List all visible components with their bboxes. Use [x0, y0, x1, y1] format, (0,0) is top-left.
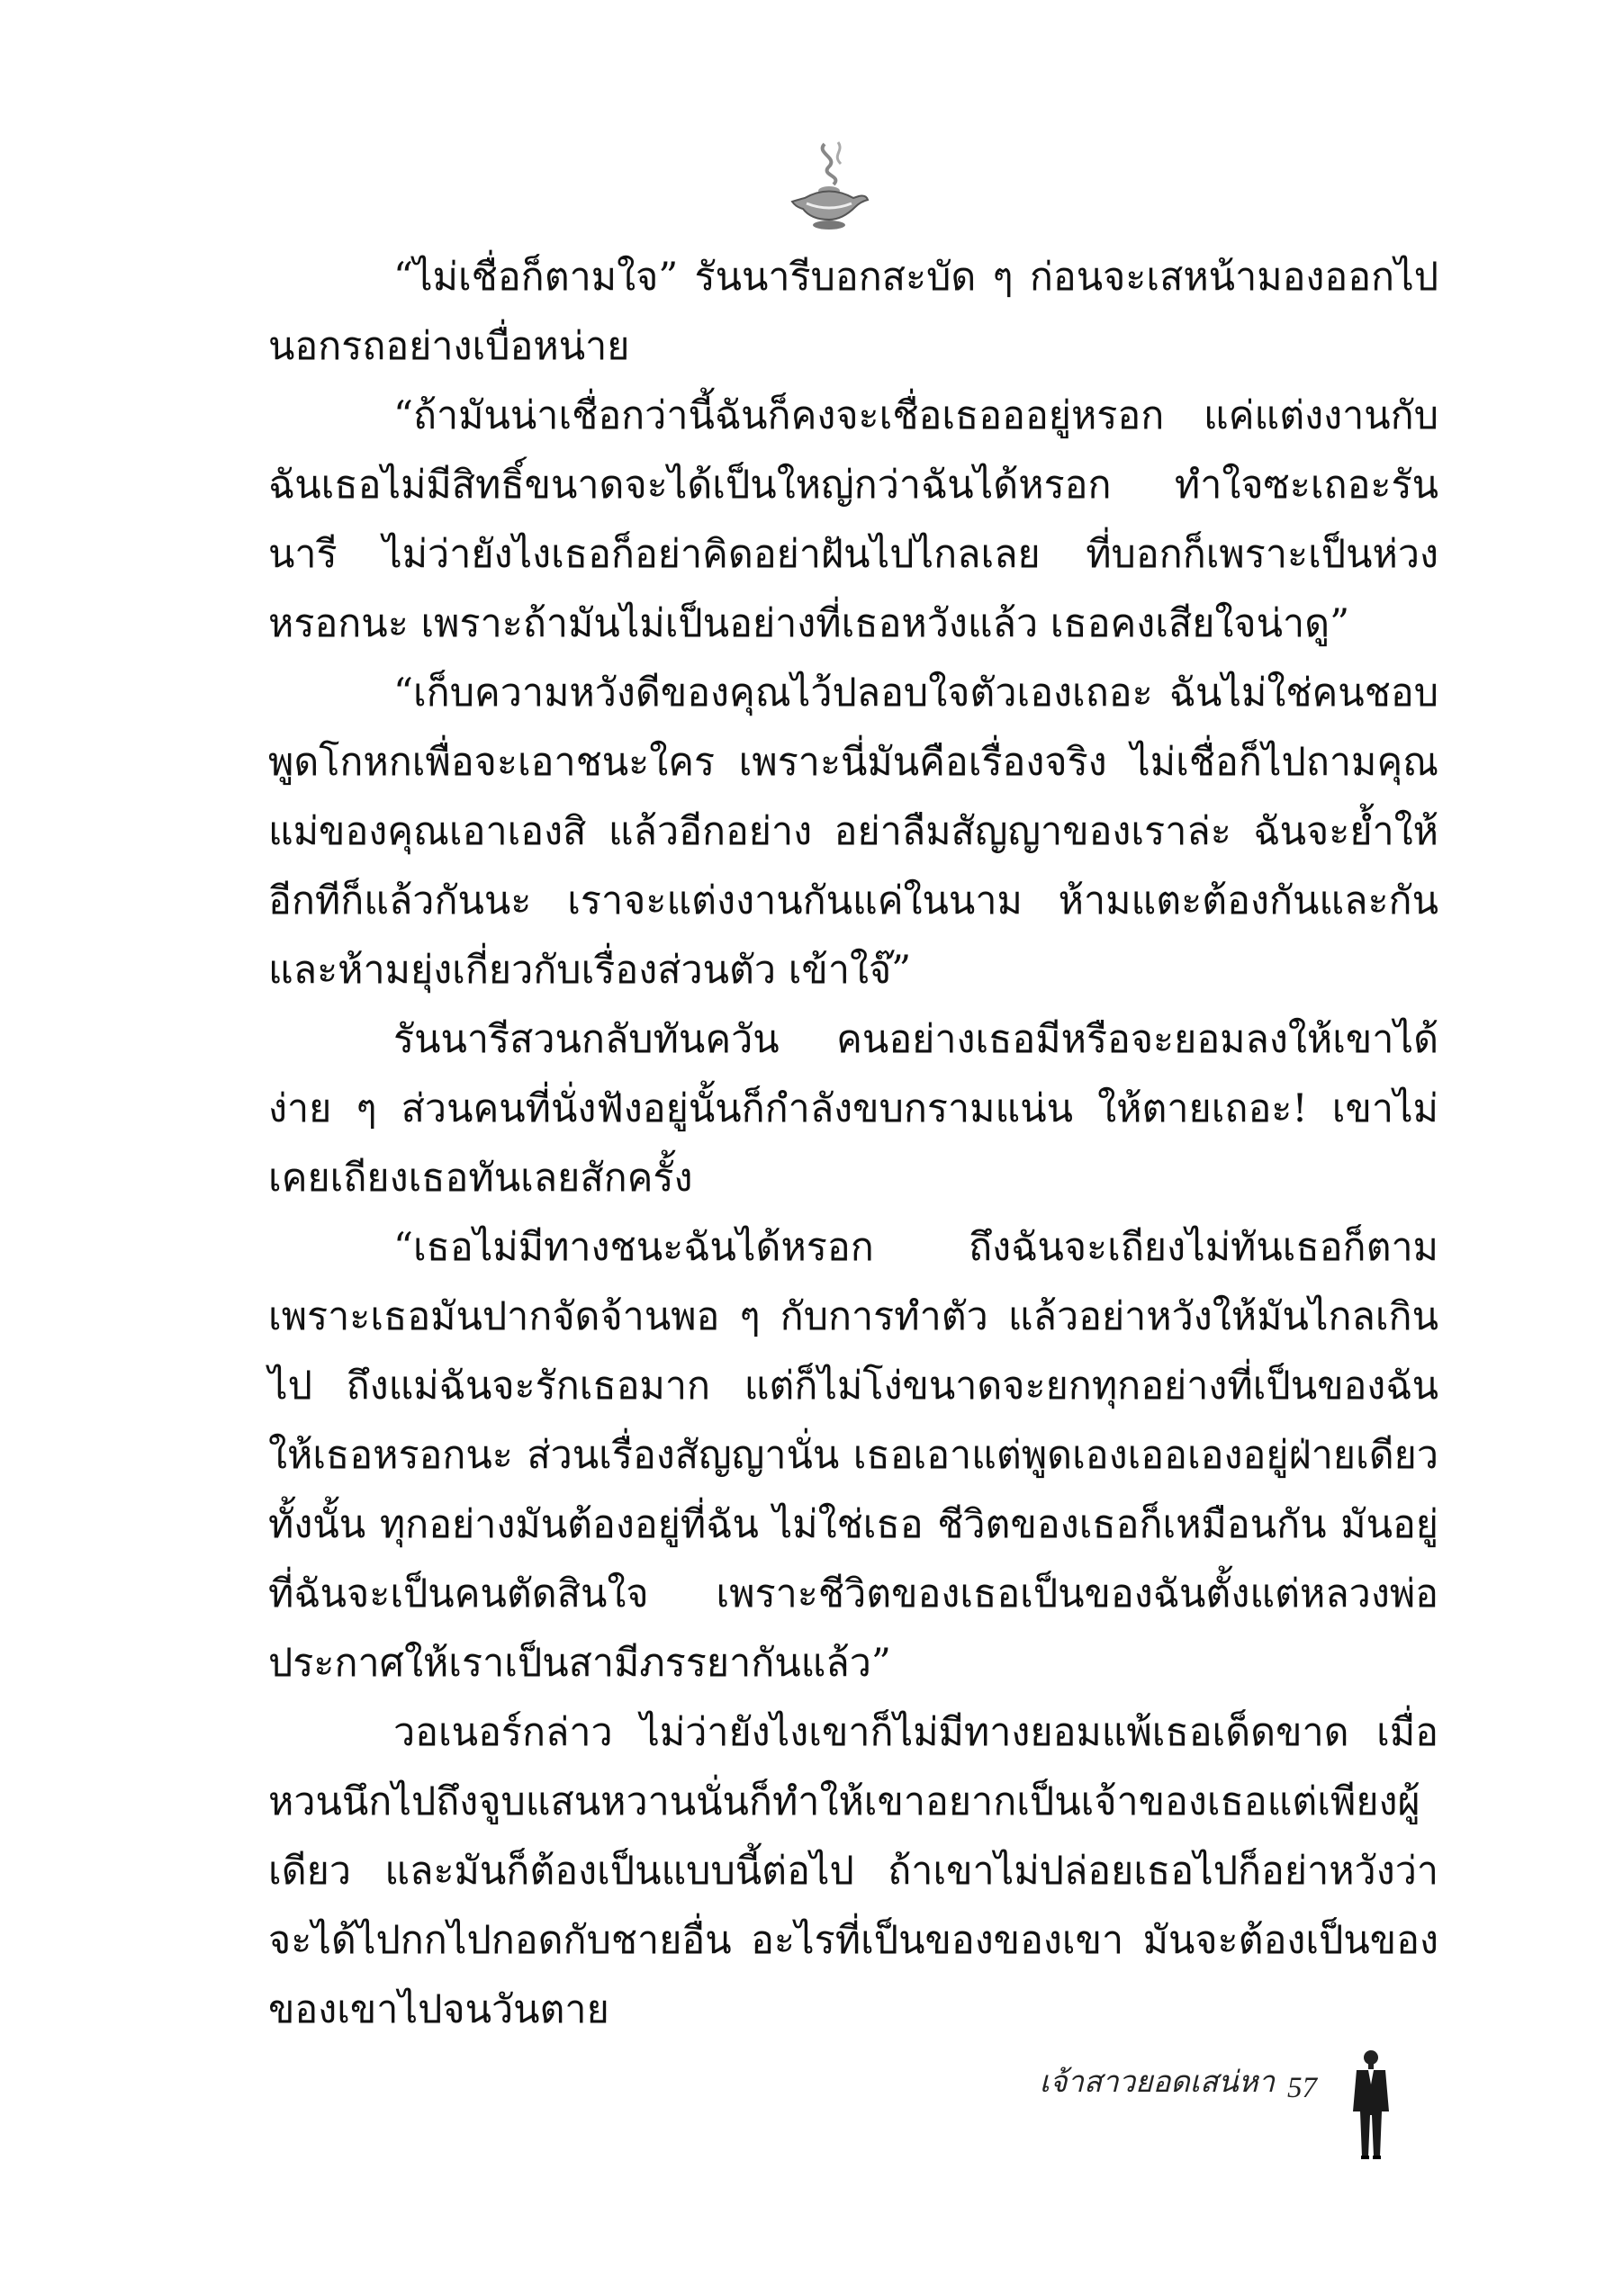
paragraph: “เธอไม่มีทางชนะฉันได้หรอก ถึงฉันจะเถียงไม่ทันเธอก็ตาม เพราะเธอมันปากจัดจ้านพอ ๆ กับการทำตัว แล้วอย่าหวังให้มันไกลเกินไป ถึงแม่ฉันจะรักเธอมาก แต่ก็ไม่โง่ขนาดจะยกทุกอย่างที่เป็นของฉันให้เธอหรอกนะ ส่วนเรื่องสัญญานั่น เธอเอาแต่พูดเองเออเองอยู่ฝ่ายเดียวทั้งนั้น ทุกอย่างมันต้องอยู่ที่ฉัน ไม่ใช่เธอ ชีวิตของเธอก็เหมือนกัน มันอยู่ที่ฉันจะเป็นคนตัดสินใจ เพราะชีวิตของเธอเป็นของฉันตั้งแต่หลวงพ่อประกาศให้เราเป็นสามีภรรยากันแล้ว” — [268, 1225, 1438, 1686]
paragraph: “ถ้ามันน่าเชื่อกว่านี้ฉันก็คงจะเชื่อเธอออยู่หรอก แค่แต่งงานกับฉันเธอไม่มีสิทธิ์ขนาดจะได้เป็นใหญ่กว่าฉันได้หรอก ทำใจซะเถอะรันนารี ไม่ว่ายังไงเธอก็อย่าคิดอย่าฝันไปไกลเลย ที่บอกก็เพราะเป็นห่วงหรอกนะ เพราะถ้ามันไม่เป็นอย่างที่เธอหวังแล้ว เธอคงเสียใจน่าดู” — [268, 393, 1438, 646]
paragraph: “เก็บความหวังดีของคุณไว้ปลอบใจตัวเองเถอะ ฉันไม่ใช่คนชอบพูดโกหกเพื่อจะเอาชนะใคร เพราะนี่มันคือเรื่องจริง ไม่เชื่อก็ไปถามคุณแม่ของคุณเอาเองสิ แล้วอีกอย่าง อย่าลืมสัญญาของเราล่ะ ฉันจะย้ำให้อีกทีก็แล้วกันนะ เราจะแต่งงานกันแค่ในนาม ห้ามแตะต้องกันและกัน และห้ามยุ่งเกี่ยวกับเรื่องส่วนตัว เข้าใจ๊” — [268, 671, 1438, 993]
paragraph: วอเนอร์กล่าว ไม่ว่ายังไงเขาก็ไม่มีทางยอมแพ้เธอเด็ดขาด เมื่อหวนนึกไปถึงจูบแสนหวานนั่นก็ทำให้เขาอยากเป็นเจ้าของเธอแต่เพียงผู้เดียว และมันก็ต้องเป็นแบบนี้ต่อไป ถ้าเขาไม่ปล่อยเธอไปก็อย่าหวังว่าจะได้ไปกกไปกอดกับชายอื่น อะไรที่เป็นของของเขา มันจะต้องเป็นของของเขาไปจนวันตาย — [268, 1710, 1438, 2032]
page-number: 57 — [1287, 2072, 1317, 2104]
groom-figure-icon — [1344, 2048, 1398, 2161]
footer-book-title: เจ้าสาวยอดเสน่หา — [1039, 2064, 1275, 2099]
paragraph: รันนารีสวนกลับทันควัน คนอย่างเธอมีหรือจะยอมลงให้เขาได้ง่าย ๆ ส่วนคนที่นั่งฟังอยู่นั้นก็กำลังขบกรามแน่น ให้ตายเถอะ! เขาไม่เคยเถียงเธอทันเลยสักครั้ง — [268, 1017, 1438, 1201]
page-footer — [1040, 2044, 1398, 2161]
magic-lamp-icon — [789, 135, 870, 234]
paragraph: “ไม่เชื่อก็ตามใจ” รันนารีบอกสะบัด ๆ ก่อนจะเสหน้ามองออกไปนอกรถอย่างเบื่อหน่าย — [268, 255, 1438, 369]
body-text — [268, 243, 1438, 2045]
